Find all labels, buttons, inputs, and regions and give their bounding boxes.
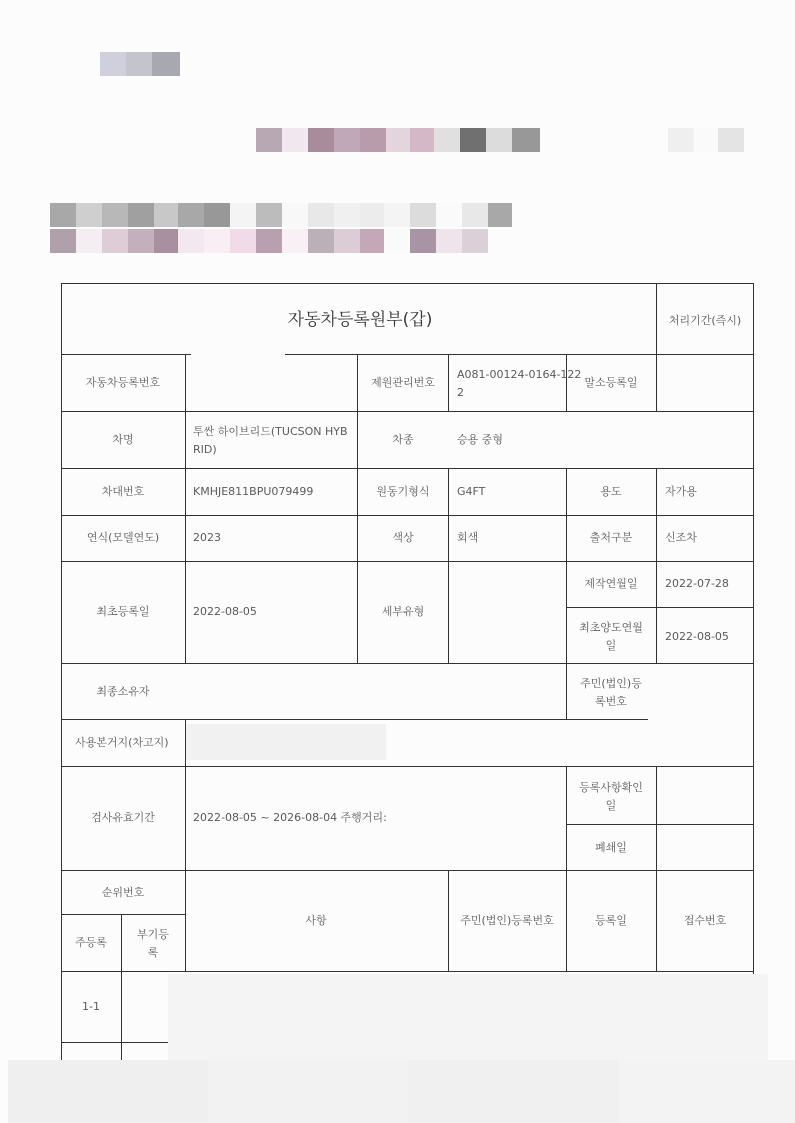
label-first-transfer-line2: 일 [605, 639, 617, 652]
label-engine-type: 원동기형식 [376, 485, 430, 498]
grid-line [61, 971, 753, 972]
value-first-transfer-date: 2022-08-05 [665, 630, 729, 643]
label-detail-type: 세부유형 [381, 605, 425, 618]
grid-line [566, 824, 753, 825]
label-base-location: 사용본거지(차고지) [75, 736, 169, 749]
label-first-transfer-line1: 최초양도연월 [579, 621, 643, 634]
grid-line [448, 468, 449, 664]
label-manufacture-date: 제작연월일 [584, 577, 638, 590]
grid-line [656, 468, 657, 664]
grid-line [185, 354, 186, 664]
label-id-no: 주민(법인)등록번호 [460, 914, 554, 927]
label-model-name: 차명 [112, 433, 134, 446]
grid-line [448, 870, 449, 972]
grid-line [566, 607, 753, 608]
label-usage: 용도 [600, 485, 622, 498]
grid-line [61, 561, 753, 562]
grid-line [61, 914, 185, 915]
grid-line [656, 283, 657, 355]
label-receipt-no: 접수번호 [683, 914, 727, 927]
label-reg-confirm-line1: 등록사항확인 [579, 781, 643, 794]
processing-period: 처리기간(즉시) [668, 314, 742, 327]
label-owner-id-line2: 록번호 [595, 695, 627, 708]
value-row-1-rank: 1-1 [82, 1000, 100, 1013]
value-model-year: 2023 [193, 531, 221, 544]
label-spec-mgmt-no: 제원관리번호 [371, 376, 435, 389]
label-vin: 차대번호 [101, 485, 145, 498]
grid-line [61, 663, 753, 664]
grid-line [61, 354, 191, 355]
value-inspection-period: 2022-08-05 ~ 2026-08-04 주행거리: [193, 811, 387, 824]
value-color: 회색 [457, 531, 479, 544]
label-matter: 사항 [305, 914, 327, 927]
grid-line [566, 354, 567, 412]
redacted-base-location [186, 724, 386, 760]
label-last-owner: 최종소유자 [96, 685, 150, 698]
label-color: 색상 [392, 531, 414, 544]
value-model-name-line2: RID) [193, 443, 217, 456]
value-manufacture-date: 2022-07-28 [665, 577, 729, 590]
grid-line [61, 1042, 171, 1043]
value-car-type: 승용 중형 [457, 433, 504, 446]
grid-line [753, 283, 754, 1073]
redacted-footer [8, 1060, 795, 1123]
grid-line [61, 766, 753, 767]
label-scrap-date: 폐쇄일 [595, 841, 627, 854]
label-reg-confirm-line2: 일 [605, 799, 617, 812]
grid-line [285, 354, 753, 355]
grid-line [61, 870, 753, 871]
grid-line [61, 468, 753, 469]
label-owner-id-line1: 주민(법인)등 [580, 677, 642, 690]
label-main-reg: 주등록 [75, 936, 107, 949]
value-origin: 신조차 [665, 531, 697, 544]
value-first-reg-date: 2022-08-05 [193, 605, 257, 618]
grid-line [566, 468, 567, 720]
grid-line [61, 283, 753, 284]
value-usage: 자가용 [665, 485, 697, 498]
label-origin: 출처구분 [589, 531, 633, 544]
page-title: 자동차등록원부(갑) [287, 310, 433, 330]
label-car-type: 차종 [392, 433, 414, 446]
grid-line [357, 354, 358, 664]
grid-line [566, 766, 567, 972]
label-sub-reg-line1: 부기등 [137, 928, 169, 941]
grid-line [656, 354, 657, 412]
grid-line [61, 283, 62, 1063]
label-first-reg-date: 최초등록일 [96, 605, 150, 618]
value-model-name-line1: 투싼 하이브리드(TUCSON HYB [193, 425, 348, 438]
redacted-history-row [168, 974, 768, 1064]
label-reg-number: 자동차등록번호 [85, 376, 161, 389]
grid-line [61, 515, 753, 516]
value-spec-mgmt-no-line2: 2 [457, 386, 464, 399]
grid-line [448, 354, 449, 412]
grid-line [656, 766, 657, 972]
grid-line [61, 719, 648, 720]
value-engine-type: G4FT [457, 485, 486, 498]
grid-line [61, 411, 753, 412]
label-model-year: 연식(모델연도) [86, 531, 160, 544]
label-dereg-date: 말소등록일 [584, 376, 638, 389]
label-reg-date: 등록일 [595, 914, 627, 927]
value-spec-mgmt-no-line1: A081-00124-0164-122 [457, 368, 582, 381]
value-vin: KMHJE811BPU079499 [193, 485, 314, 498]
label-inspection-period: 검사유효기간 [91, 811, 155, 824]
label-sub-reg-line2: 록 [147, 946, 159, 959]
grid-line [121, 914, 122, 1064]
label-rank-no: 순위번호 [101, 886, 145, 899]
